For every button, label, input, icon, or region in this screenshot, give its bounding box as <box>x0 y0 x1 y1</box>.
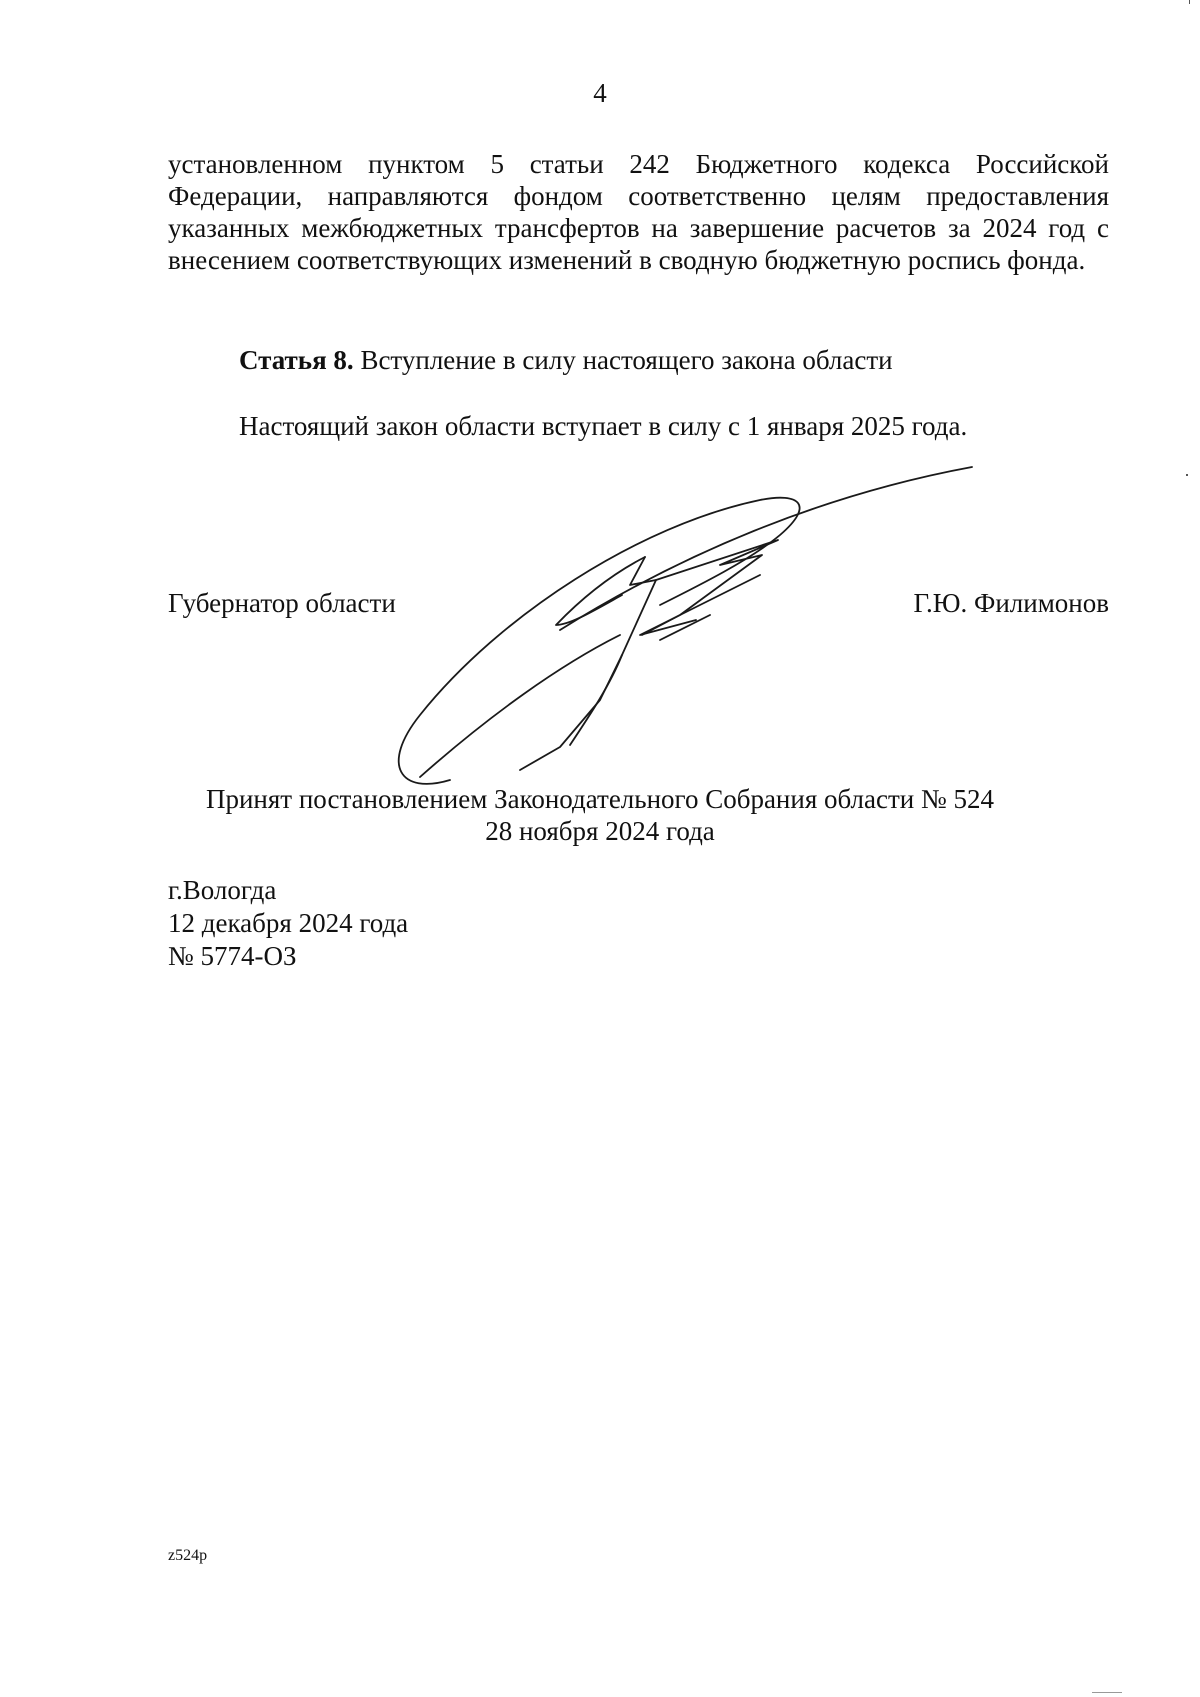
page-number: 4 <box>593 78 607 108</box>
city: г.Вологда <box>168 875 277 905</box>
place-date-block <box>168 874 408 973</box>
signing-date: 12 декабря 2024 года <box>168 908 409 938</box>
article-number: Статья 8. <box>239 345 354 375</box>
article-heading <box>239 344 893 376</box>
governor-title: Губернатор области <box>168 588 396 618</box>
adoption-resolution: Принят постановлением Законодательного Собрания области № 524 <box>205 784 995 814</box>
adoption-block <box>0 783 1200 847</box>
article-title: Вступление в силу настоящего закона области <box>360 345 893 375</box>
scan-artifact <box>1189 0 1190 4</box>
governor-name: Г.Ю. Филимонов <box>913 588 1109 618</box>
scan-artifact <box>1092 1692 1122 1693</box>
body-paragraph: установленном пунктом 5 статьи 242 Бюджетного кодекса Российской Федерации, направляются фондом соответственно целям предоставления указанных межбюджетных трансфертов на завершение расчетов за 2024 год с внесением соответствующих изменений в сводную бюджетную роспись фонда. <box>168 149 1109 275</box>
footer-code: z524p <box>168 1547 208 1564</box>
article-text: Настоящий закон области вступает в силу с 1 января 2025 года. <box>239 411 968 441</box>
law-number: № 5774-ОЗ <box>168 941 297 971</box>
handwritten-signature <box>360 465 980 795</box>
scan-artifact <box>1186 474 1188 476</box>
adoption-date: 28 ноября 2024 года <box>485 816 715 846</box>
